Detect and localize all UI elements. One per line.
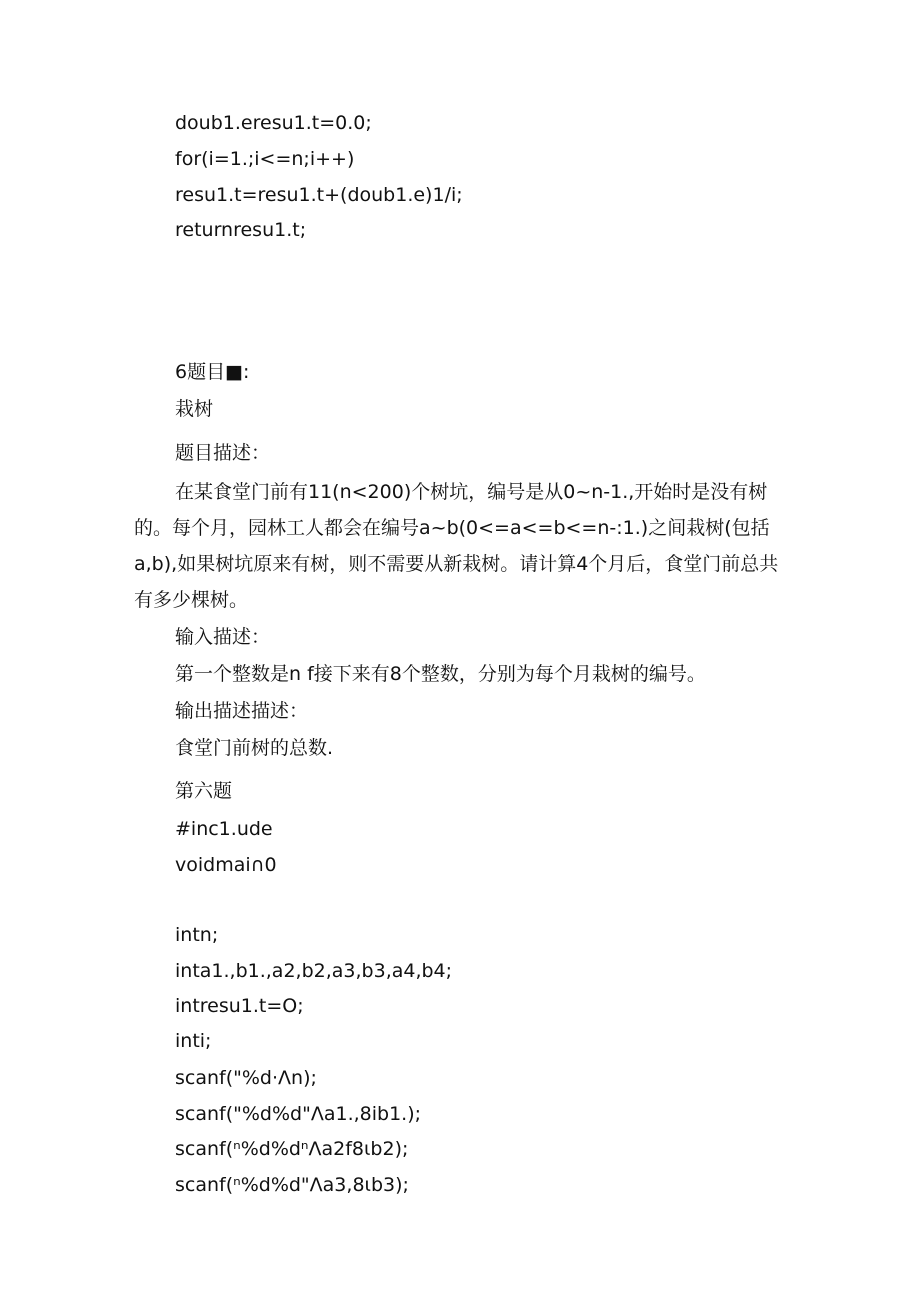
input-text: 第一个整数是n f接下来有8个整数，分别为每个月栽树的编号。 [175, 663, 706, 685]
description-paragraph: 在某食堂门前有11(n<200)个树坑，编号是从0~n-1.,开始时是没有树的。每个月，园林工人都会在编号a~b(0<=a<=b<=n-:1.)之间栽树(包括a,b),如果树坑原来有树，则不需要从新栽树。请计算4个月后，食堂门前总共有多少棵树。 [134, 481, 779, 611]
code-line: inti; [175, 1030, 212, 1052]
code-line: returnresu1.t; [175, 219, 307, 241]
code-line: #inc1.ude [175, 818, 273, 840]
problem-title: 栽树 [175, 398, 214, 420]
code-line: scanf(ⁿ%d%dⁿΛa2f8ιb2); [175, 1138, 409, 1160]
code-line: scanf(ⁿ%d%d"Λa3,8ιb3); [175, 1174, 409, 1196]
description-heading: 题目描述： [175, 442, 271, 464]
output-heading: 输出描述描述： [175, 700, 309, 722]
code-line: intresu1.t=O; [175, 995, 304, 1017]
output-text: 食堂门前树的总数. [175, 737, 334, 759]
code-line: doub1.eresu1.t=0.0; [175, 112, 372, 134]
input-heading: 输入描述： [175, 626, 271, 648]
code-line: intn; [175, 924, 219, 946]
problem-number: 6题目■: [175, 361, 250, 383]
section-label: 第六题 [175, 780, 233, 802]
code-line: for(i=1.;i<=n;i++) [175, 148, 355, 170]
code-line: scanf("%d·Λn); [175, 1067, 317, 1089]
code-line: inta1.,b1.,a2,b2,a3,b3,a4,b4; [175, 960, 453, 982]
code-line: resu1.t=resu1.t+(doub1.e)1∕i; [175, 184, 463, 206]
code-line: scanf("%d%d"Λa1.,8ib1.); [175, 1103, 422, 1125]
code-line: voidmai∩0 [175, 854, 277, 876]
